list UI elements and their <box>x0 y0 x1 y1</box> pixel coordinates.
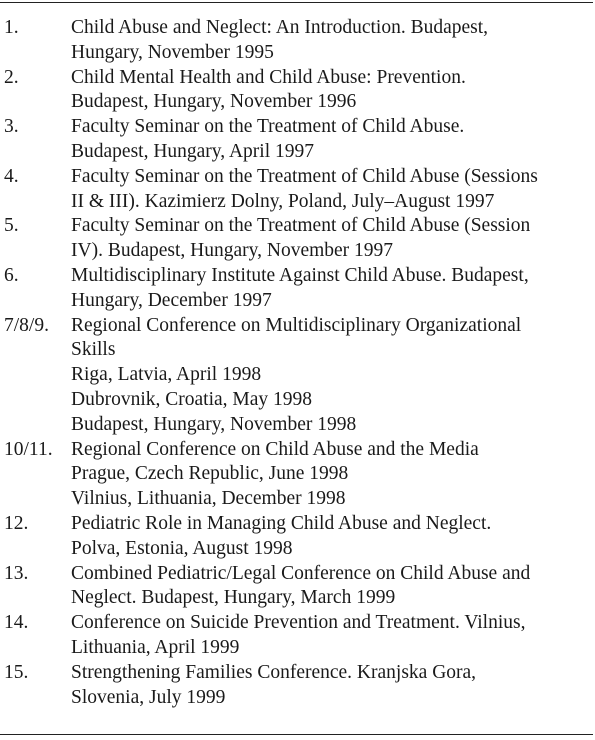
item-text-line: Budapest, Hungary, November 1996 <box>71 91 357 113</box>
item-number: 4. <box>4 165 19 187</box>
list-item <box>0 115 595 165</box>
item-number: 5. <box>4 215 19 237</box>
list-item <box>0 438 595 512</box>
list-item <box>0 314 595 438</box>
item-text-line: Riga, Latvia, April 1998 <box>71 364 262 386</box>
item-text-line: Budapest, Hungary, November 1998 <box>71 413 357 435</box>
item-number: 13. <box>4 562 29 584</box>
item-text-line: Skills <box>71 339 116 361</box>
item-text-line: Strengthening Families Conference. Kranjska Gora, <box>71 661 477 683</box>
item-text-line: Regional Conference on Child Abuse and the Media <box>71 438 479 460</box>
item-text-line: Hungary, December 1997 <box>71 289 272 311</box>
item-text-line: Budapest, Hungary, April 1997 <box>71 140 314 162</box>
item-text-line: Neglect. Budapest, Hungary, March 1999 <box>71 587 396 609</box>
list-item <box>0 562 595 612</box>
item-text-line: Child Mental Health and Child Abuse: Prevention. <box>71 66 466 88</box>
item-number: 12. <box>4 512 29 534</box>
item-number: 2. <box>4 66 19 88</box>
item-number: 6. <box>4 264 19 286</box>
item-text-line: Hungary, November 1995 <box>71 41 274 63</box>
item-text-line: Polva, Estonia, August 1998 <box>71 537 293 559</box>
list-item <box>0 16 595 66</box>
conference-list <box>0 16 595 710</box>
item-text-line: Lithuania, April 1999 <box>71 636 240 658</box>
item-number: 1. <box>4 17 19 38</box>
item-number: 15. <box>4 661 29 683</box>
item-text-line: Conference on Suicide Prevention and Treatment. Vilnius, <box>71 612 526 634</box>
item-text-line: Child Abuse and Neglect: An Introduction. Budapest, <box>71 17 489 38</box>
list-item <box>0 661 595 711</box>
item-text-line: Slovenia, July 1999 <box>71 686 226 708</box>
list-item <box>0 165 595 215</box>
item-text-line: Vilnius, Lithuania, December 1998 <box>71 488 346 510</box>
list-item <box>0 611 595 661</box>
item-number: 3. <box>4 116 19 138</box>
item-text-line: II & III). Kazimierz Dolny, Poland, July–August 1997 <box>71 190 495 212</box>
item-text-line: Pediatric Role in Managing Child Abuse and Neglect. <box>71 512 492 534</box>
item-text-line: Faculty Seminar on the Treatment of Child Abuse (Sessions <box>71 165 538 187</box>
list-item <box>0 214 595 264</box>
list-item <box>0 264 595 314</box>
item-number: 7/8/9. <box>4 314 49 336</box>
item-text-line: Multidisciplinary Institute Against Child Abuse. Budapest, <box>71 264 529 286</box>
item-text-line: Prague, Czech Republic, June 1998 <box>71 463 349 485</box>
item-text-line: Faculty Seminar on the Treatment of Child Abuse (Session <box>71 215 531 237</box>
item-number: 14. <box>4 612 29 634</box>
list-item <box>0 66 595 116</box>
item-text-line: Combined Pediatric/Legal Conference on Child Abuse and <box>71 562 531 584</box>
item-text-line: IV). Budapest, Hungary, November 1997 <box>71 240 394 262</box>
item-text-line: Regional Conference on Multidisciplinary Organizational <box>71 314 522 336</box>
item-number: 10/11. <box>4 438 53 460</box>
item-text-line: Faculty Seminar on the Treatment of Child Abuse. <box>71 116 465 138</box>
bottom-rule <box>0 734 593 735</box>
top-rule <box>0 2 593 3</box>
list-item <box>0 512 595 562</box>
item-text-line: Dubrovnik, Croatia, May 1998 <box>71 388 313 410</box>
